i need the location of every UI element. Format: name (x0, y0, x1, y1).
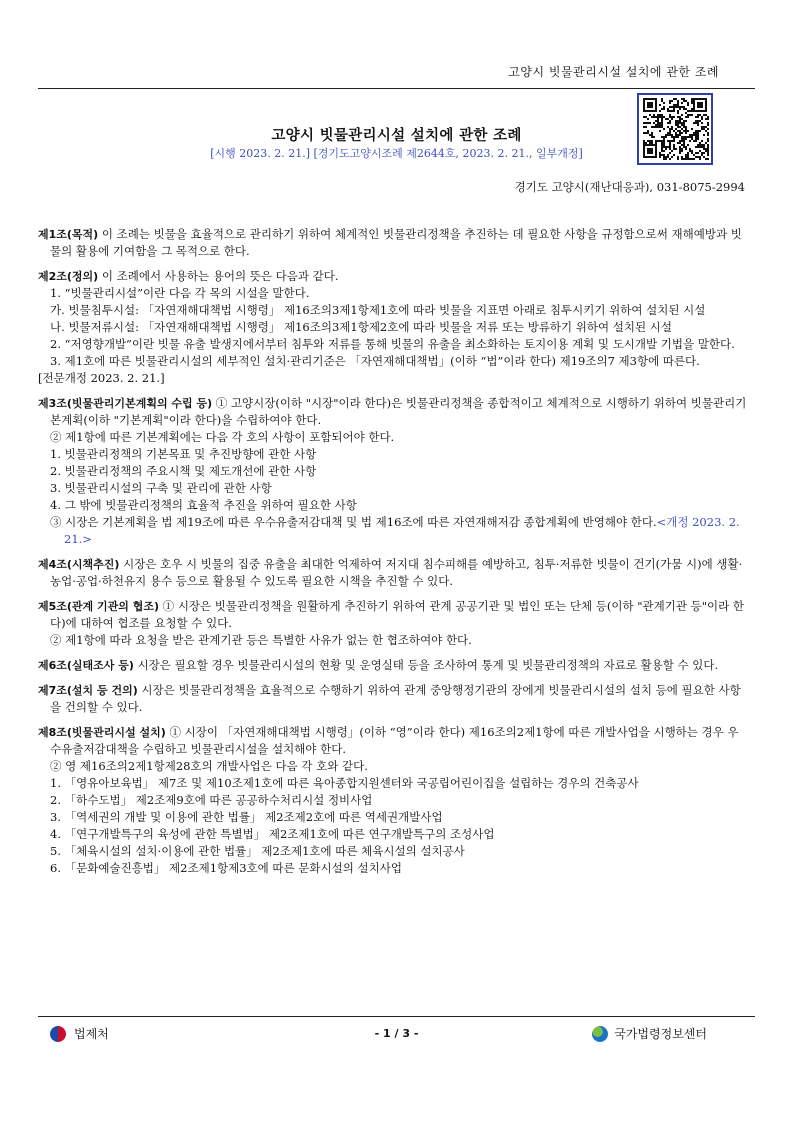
list-subitem: 나. 빗물저류시설: 「자연재해대책법 시행령」 제16조의3제1항제2호에 따라 빗물을 저류 또는 방류하기 위하여 설치된 시설 (50, 320, 672, 334)
list-item: 1. 빗물관리정책의 기본목표 및 추진방향에 관한 사항 (50, 447, 317, 461)
article-text: 시장은 빗물관리정책을 효율적으로 수행하기 위하여 관계 중앙행정기관의 장에게 빗물관리시설의 설치 등에 필요한 사항을 건의할 수 있다. (50, 683, 741, 714)
article-heading: 제7조(설치 등 건의) (38, 684, 138, 697)
article-text: ① 고양시장(이하 "시장"이라 한다)은 빗물관리정책을 종합적이고 체계적으로 시행하기 위하여 빗물관리기본계획(이하 "기본계획"이라 한다)을 수립하여야 한다. (50, 396, 747, 427)
enforcement-info[interactable]: [시행 2023. 2. 21.] [경기도고양시조례 제2644호, 2023. 2. 21., 일부개정] (210, 147, 583, 160)
list-item: 2. 빗물관리정책의 주요시책 및 제도개선에 관한 사항 (50, 464, 317, 478)
paragraph (38, 514, 748, 548)
paragraph-text: ③ 시장은 기본계획을 법 제19조에 따른 우수유출저감대책 및 법 제16조에 따른 자연재해저감 종합계획에 반영해야 한다. (50, 515, 657, 529)
paragraph: ② 제1항에 따른 기본계획에는 다음 각 호의 사항이 포함되어야 한다. (50, 430, 395, 444)
article-text: ① 시장이 「자연재해대책법 시행령」(이하 “영”이라 한다) 제16조의2제1항에 따른 개발사업을 시행하는 경우 우수유출저감대책을 수립하고 빗물관리시설을 설치해야 한다. (50, 725, 739, 756)
article-heading: 제2조(정의) (38, 270, 99, 283)
list-subitem: 가. 빗물침투시설: 「자연재해대책법 시행령」 제16조의3제1항제1호에 따라 빗물을 지표면 아래로 침투시키기 위하여 설치된 시설 (50, 303, 706, 317)
article-3 (38, 395, 748, 429)
list-item: 5. 「체육시설의 설치·이용에 관한 법률」 제2조제1호에 따른 체육시설의 설치공사 (50, 844, 465, 858)
list-item: 3. 「역세권의 개발 및 이용에 관한 법률」 제2조제2호에 따른 역세권개발사업 (50, 810, 443, 824)
article-heading: 제4조(시책추진) (38, 558, 120, 571)
article-4 (38, 556, 748, 590)
article-text: 이 조례에서 사용하는 용어의 뜻은 다음과 같다. (98, 269, 339, 283)
article-heading: 제8조(빗물관리시설 설치) (38, 726, 166, 739)
article-heading: 제3조(빗물관리기본계획의 수립 등) (38, 397, 213, 410)
list-item: 6. 「문화예술진흥법」 제2조제1항제3호에 따른 문화시설의 설치사업 (50, 861, 402, 875)
article-6 (38, 657, 748, 674)
footer-agency: 법제처 (74, 1027, 109, 1041)
list-item: 3. 빗물관리시설의 구축 및 관리에 관한 사항 (50, 481, 272, 495)
article-text: 이 조례는 빗물을 효율적으로 관리하기 위하여 체계적인 빗물관리정책을 추진하는 데 필요한 사항을 규정함으로써 재해예방과 빗물의 활용에 기여함을 그 목적으로 한다. (50, 227, 742, 258)
list-item: 4. 「연구개발특구의 육성에 관한 특별법」 제2조제1호에 따른 연구개발특구의 조성사업 (50, 827, 495, 841)
document-title: 고양시 빗물관리시설 설치에 관한 조례 (271, 128, 522, 144)
running-header: 고양시 빗물관리시설 설치에 관한 조례 (508, 65, 719, 79)
department-contact: 경기도 고양시(재난대응과), 031-8075-2994 (514, 180, 745, 194)
article-1 (38, 226, 748, 260)
list-item: 4. 그 밖에 빗물관리정책의 효율적 추진을 위하여 필요한 사항 (50, 498, 357, 512)
article-heading: 제5조(관계 기관의 협조) (38, 600, 160, 613)
list-item: 1. “빗물관리시설”이란 다음 각 목의 시설을 말한다. (50, 286, 310, 300)
header-rule (38, 88, 755, 89)
revision-note: [전문개정 2023. 2. 21.] (38, 371, 165, 385)
list-item: 3. 제1호에 따른 빗물관리시설의 세부적인 설치·관리기준은 「자연재해대책법」(이하 “법”이라 한다) 제19조의7 제3항에 따른다. (50, 354, 700, 368)
law-center-logo-icon (592, 1026, 608, 1042)
article-text: 시장은 호우 시 빗물의 집중 유출을 최대한 억제하여 저지대 침수피해를 예방하고, 침투·저류한 빗물이 건기(가뭄 시)에 생활·농업·공업·하천유지 용수 등으로 활용될 수 있도록 필요한 시책을 추진할 수 있다. (50, 557, 743, 588)
list-item: 2. “저영향개발”이란 빗물 유출 발생지에서부터 침투와 저류를 통해 빗물의 유출을 최소화하는 토지이용 계획 및 도시개발 기법을 말한다. (50, 337, 735, 351)
footer-right (592, 1025, 707, 1042)
paragraph: ② 제1항에 따라 요청을 받은 관계기관 등은 특별한 사유가 없는 한 협조하여야 한다. (50, 633, 472, 647)
page-number: - 1 / 3 - (374, 1027, 419, 1040)
article-heading: 제1조(목적) (38, 228, 99, 241)
list-item: 1. 「영유아보육법」 제7조 및 제10조제1호에 따른 육아종합지원센터와 국공립어린이집을 설립하는 경우의 건축공사 (50, 776, 639, 790)
list-item: 2. 「하수도법」 제2조제9호에 따른 공공하수처리시설 정비사업 (50, 793, 373, 807)
paragraph: ② 영 제16조의2제1항제28호의 개발사업은 다음 각 호와 같다. (50, 759, 368, 773)
article-2 (38, 268, 748, 285)
article-7 (38, 682, 748, 716)
footer-rule (38, 1016, 755, 1017)
article-8 (38, 724, 748, 758)
article-heading: 제6조(실태조사 등) (38, 659, 134, 672)
article-text: 시장은 필요할 경우 빗물관리시설의 현황 및 운영실태 등을 조사하여 통계 및 빗물관리정책의 자료로 활용할 수 있다. (133, 658, 719, 672)
amendment-link[interactable]: <개정 2023. 2. 21.> (64, 515, 740, 546)
article-5 (38, 598, 748, 632)
footer-center-name: 국가법령정보센터 (614, 1027, 707, 1041)
document-body (38, 226, 748, 877)
article-text: ① 시장은 빗물관리정책을 원활하게 추진하기 위하여 관계 공공기관 및 법인 또는 단체 등(이하 "관계기관 등"이라 한다)에 대하여 협조를 요청할 수 있다. (50, 599, 744, 630)
